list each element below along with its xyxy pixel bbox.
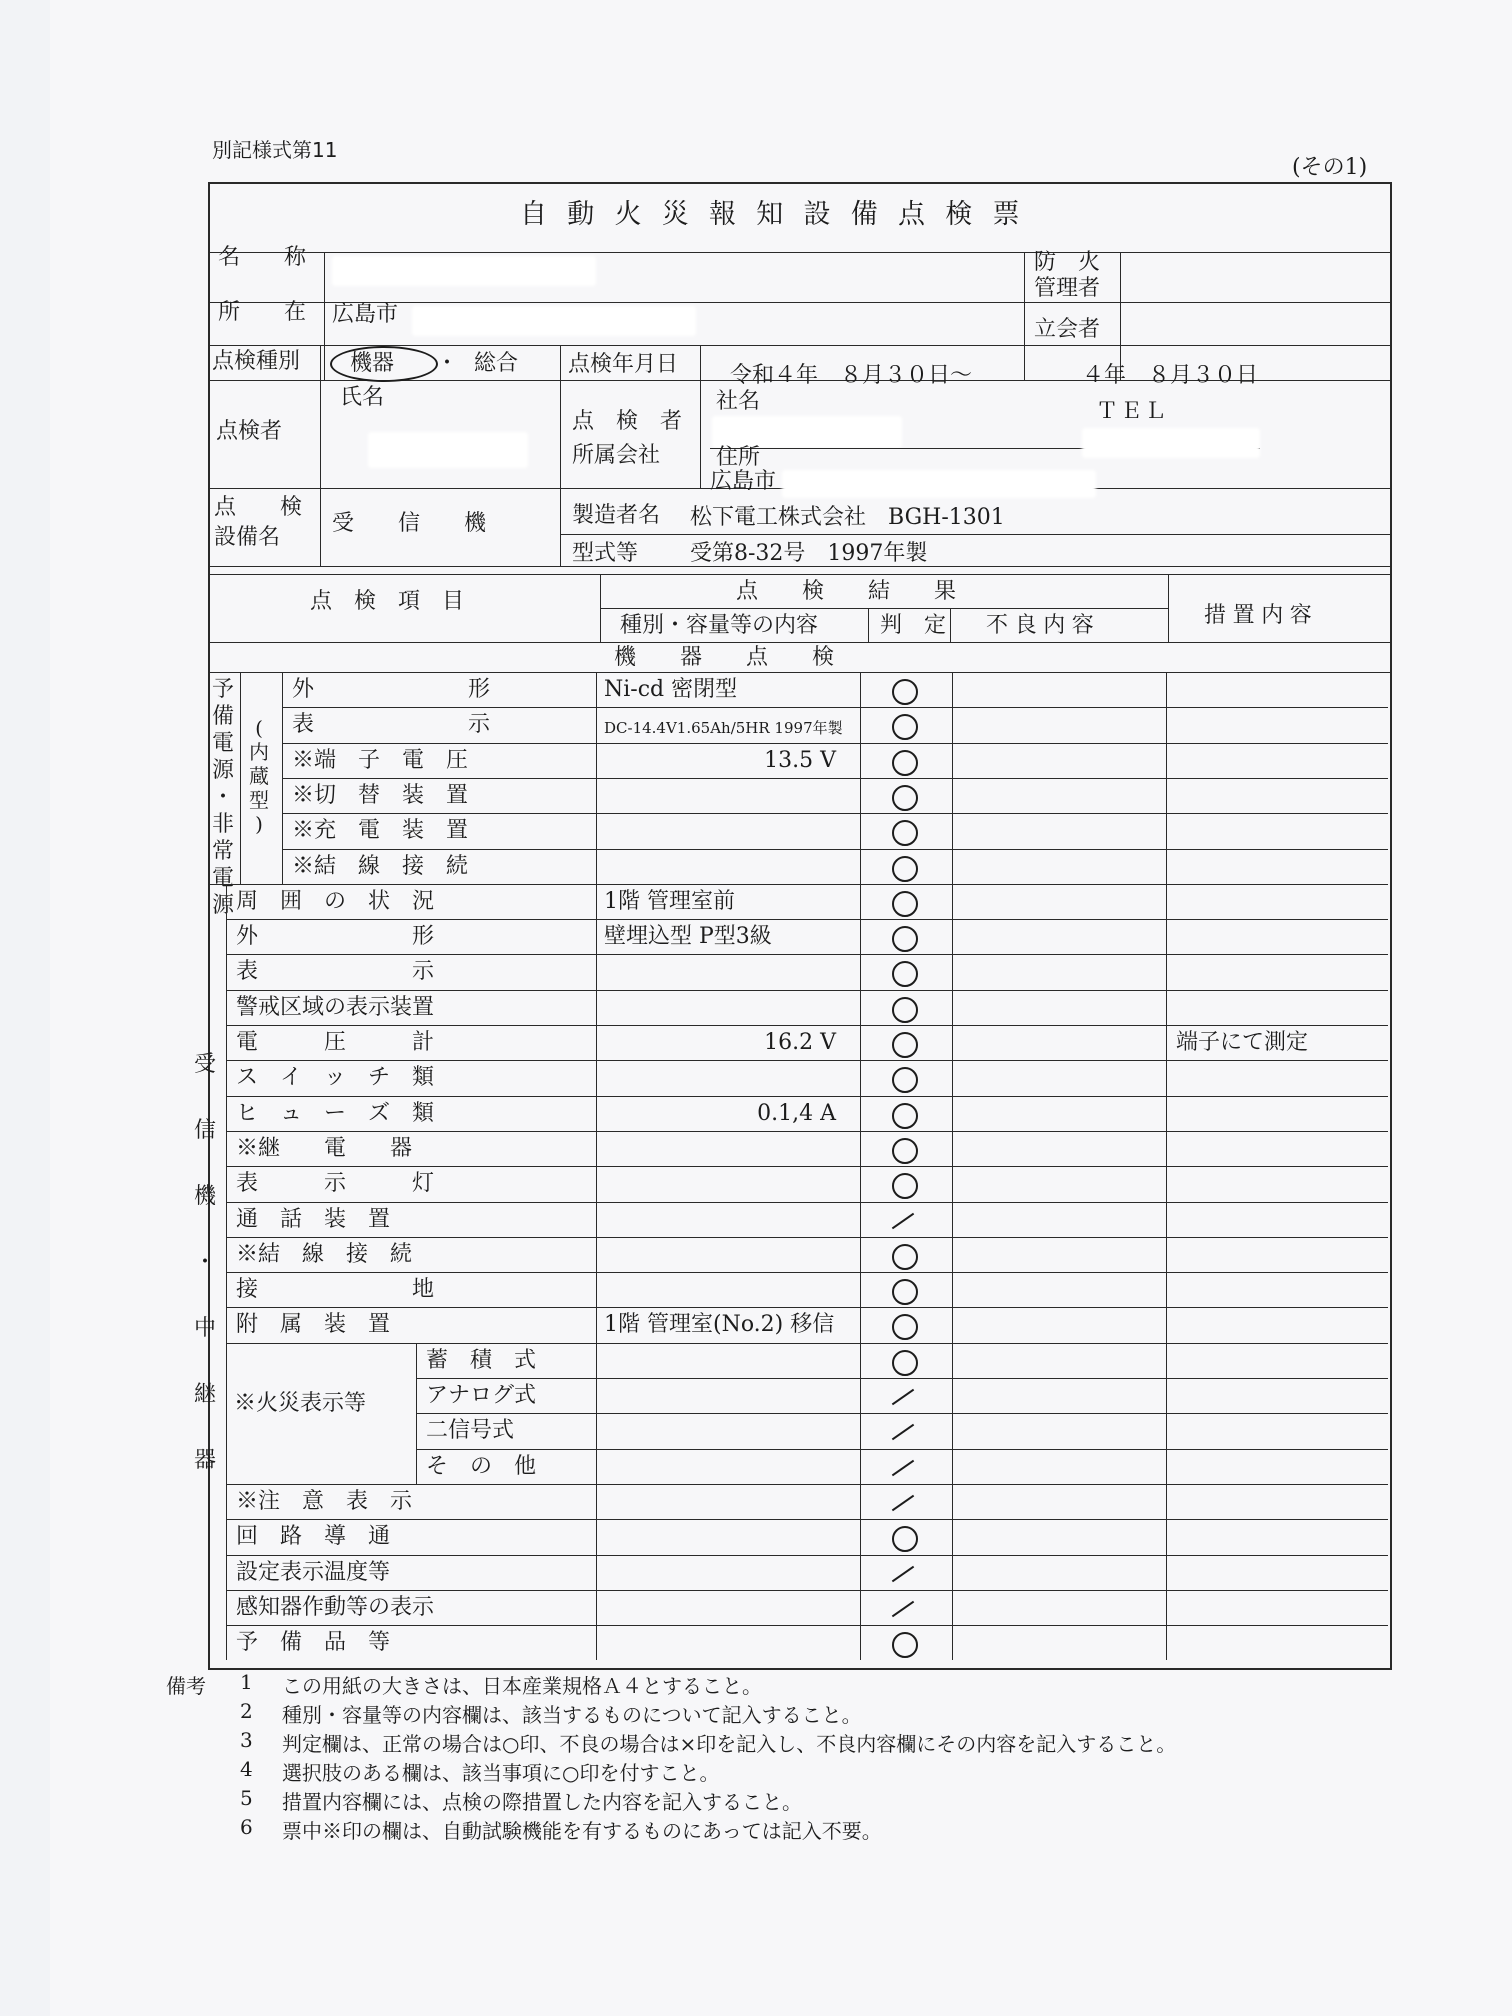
grid-line bbox=[226, 1237, 1388, 1238]
row-item-label: ※充 電 装 置 bbox=[292, 818, 469, 844]
type-overall: 総合 bbox=[474, 351, 519, 376]
row-content: 16.2 V bbox=[764, 1030, 836, 1055]
maker-value: 松下電工株式会社 BGH-1301 bbox=[690, 505, 1005, 530]
grid-line bbox=[416, 1378, 1388, 1379]
row-item-label: ス イ ッ チ 類 bbox=[236, 1065, 435, 1091]
grid-line bbox=[226, 1307, 1388, 1308]
judge-ok-mark bbox=[892, 1103, 918, 1129]
row-item-label: 設定表示温度等 bbox=[236, 1559, 391, 1585]
row-item-label: 外 形 bbox=[236, 924, 435, 950]
redacted-name bbox=[332, 256, 596, 286]
grid-line bbox=[226, 884, 1388, 885]
redacted-address bbox=[782, 470, 1096, 498]
note-number: 1 bbox=[240, 1670, 253, 1694]
grid-line bbox=[226, 1202, 1388, 1203]
location-label: 所 在 bbox=[218, 300, 307, 325]
note-text: 選択肢のある欄は、該当事項に○印を付すこと。 bbox=[282, 1761, 720, 1785]
row-measure: 端子にて測定 bbox=[1176, 1030, 1309, 1055]
row-content: 1階 管理室前 bbox=[604, 888, 735, 914]
row-item-label: 回 路 導 通 bbox=[236, 1524, 391, 1550]
redacted-inspector bbox=[368, 432, 528, 468]
tel-label: ＴＥＬ bbox=[1096, 399, 1169, 424]
row-item-label: 感知器作動等の表示 bbox=[236, 1594, 435, 1620]
row-item-label: 二信号式 bbox=[426, 1418, 515, 1444]
grid-line bbox=[282, 778, 1388, 779]
row-item-label: 周 囲 の 状 況 bbox=[236, 888, 435, 914]
judge-ok-mark bbox=[892, 1350, 918, 1376]
form-number: 別記様式第11 bbox=[212, 138, 338, 162]
grid-line bbox=[226, 1590, 1388, 1591]
judge-ok-mark bbox=[892, 926, 918, 952]
row-content: 13.5 V bbox=[764, 747, 836, 773]
note-text: 措置内容欄には、点検の際措置した内容を記入すること。 bbox=[282, 1790, 802, 1814]
grid-line bbox=[226, 1060, 1388, 1061]
note-text: 票中※印の欄は、自動試験機能を有するものにあっては記入不要。 bbox=[282, 1819, 882, 1843]
date-value: 令和４年 ８月３０日〜 ４年 ８月３０日 bbox=[730, 363, 1259, 388]
header-section: 機 器 点 検 bbox=[614, 645, 835, 670]
date-label: 点検年月日 bbox=[568, 352, 679, 377]
row-item-label: 電 圧 計 bbox=[236, 1030, 435, 1055]
grid-line bbox=[416, 1343, 1388, 1344]
fire-display-label: ※火災表示等 bbox=[234, 1391, 367, 1416]
redacted-tel bbox=[1082, 428, 1260, 458]
note-number: 5 bbox=[240, 1786, 253, 1810]
redacted-company bbox=[712, 416, 902, 448]
form-title: 自動火災報知設備点検票 bbox=[520, 199, 1040, 230]
group-sub-label: ( 内 蔵 型 ) bbox=[249, 716, 269, 836]
grid-line bbox=[226, 1131, 1388, 1132]
grid-line bbox=[282, 707, 1388, 708]
row-item-label: 附 属 装 置 bbox=[236, 1312, 391, 1338]
judge-ok-mark bbox=[892, 820, 918, 846]
header-judge: 判 定 bbox=[880, 613, 947, 638]
row-content: 1階 管理室(No.2) 移信 bbox=[604, 1312, 835, 1338]
device-label-2: 設備名 bbox=[214, 525, 281, 550]
company-label-1: 点 検 者 bbox=[572, 409, 683, 434]
row-item-label: ※継 電 器 bbox=[236, 1135, 413, 1161]
header-measure: 措置内容 bbox=[1204, 603, 1319, 628]
company-name-label: 社名 bbox=[716, 389, 761, 414]
address-label: 住所 bbox=[716, 445, 761, 470]
fire-manager-label-1: 防 火 bbox=[1034, 250, 1101, 275]
row-content: DC-14.4V1.65Ah/5HR 1997年製 bbox=[604, 719, 843, 738]
judge-ok-mark bbox=[892, 856, 918, 882]
judge-ok-mark bbox=[892, 1138, 918, 1164]
redacted-location bbox=[412, 306, 696, 336]
inspector-name-label: 氏名 bbox=[340, 385, 385, 410]
group-label-receiver: 受 信 機 ・ 中 継 器 bbox=[193, 1052, 216, 1473]
note-number: 3 bbox=[240, 1728, 253, 1752]
company-label-2: 所属会社 bbox=[572, 443, 661, 468]
grid-line bbox=[416, 1449, 1388, 1450]
judge-ok-mark bbox=[892, 750, 918, 776]
grid-line bbox=[226, 1555, 1388, 1556]
grid-line bbox=[416, 1413, 1388, 1414]
model-label: 型式等 bbox=[572, 541, 639, 566]
row-item-label: ※結 線 接 続 bbox=[292, 853, 469, 879]
grid-line bbox=[282, 743, 1388, 744]
grid-line bbox=[226, 990, 1388, 991]
name-label: 名 称 bbox=[218, 245, 307, 270]
judge-ok-mark bbox=[892, 1632, 918, 1658]
witness-label: 立会者 bbox=[1034, 317, 1101, 342]
page-indicator: (その1) bbox=[1292, 155, 1368, 180]
row-content: Ni-cd 密閉型 bbox=[604, 677, 738, 702]
row-content: 0.1,4 A bbox=[757, 1100, 836, 1126]
row-content: 壁埋込型 P型3級 bbox=[604, 924, 772, 950]
device-label-1: 点 検 bbox=[214, 495, 303, 520]
note-number: 6 bbox=[240, 1815, 253, 1839]
note-number: 2 bbox=[240, 1699, 253, 1723]
judge-ok-mark bbox=[892, 1526, 918, 1552]
header-defect: 不良内容 bbox=[986, 613, 1101, 638]
note-number: 4 bbox=[240, 1757, 253, 1781]
row-item-label: そ の 他 bbox=[426, 1453, 537, 1479]
judge-ok-mark bbox=[892, 997, 918, 1023]
header-content: 種別・容量等の内容 bbox=[620, 613, 819, 638]
row-item-label: 表 示 bbox=[236, 959, 435, 985]
judge-ok-mark bbox=[892, 1279, 918, 1305]
inspector-label: 点検者 bbox=[216, 419, 283, 444]
grid-line bbox=[226, 1484, 416, 1485]
judge-ok-mark bbox=[892, 1173, 918, 1199]
notes-label: 備考 bbox=[166, 1674, 206, 1698]
type-dot: ・ bbox=[436, 351, 459, 376]
grid-line bbox=[226, 1519, 1388, 1520]
row-item-label: ※切 替 装 置 bbox=[292, 782, 469, 808]
maker-label: 製造者名 bbox=[572, 503, 661, 528]
grid-line bbox=[226, 1025, 1388, 1026]
judge-ok-mark bbox=[892, 785, 918, 811]
judge-ok-mark bbox=[892, 1244, 918, 1270]
note-text: 種別・容量等の内容欄は、該当するものについて記入すること。 bbox=[282, 1703, 862, 1727]
judge-ok-mark bbox=[892, 679, 918, 705]
row-item-label: 表 示 灯 bbox=[236, 1171, 435, 1197]
address-value: 広島市 bbox=[710, 469, 777, 494]
note-text: この用紙の大きさは、日本産業規格Ａ４とすること。 bbox=[282, 1674, 762, 1698]
row-item-label: アナログ式 bbox=[426, 1383, 537, 1408]
header-result: 点 検 結 果 bbox=[736, 579, 957, 604]
inspection-type-label: 点検種別 bbox=[212, 349, 301, 374]
judge-ok-mark bbox=[892, 891, 918, 917]
type-equipment: 機器 bbox=[350, 351, 395, 376]
fire-manager-label-2: 管理者 bbox=[1034, 276, 1101, 301]
row-item-label: 予 備 品 等 bbox=[236, 1630, 391, 1656]
row-item-label: 接 地 bbox=[236, 1277, 435, 1303]
grid-line bbox=[226, 1272, 1388, 1273]
location-value: 広島市 bbox=[332, 302, 399, 327]
grid-line bbox=[282, 813, 1388, 814]
row-item-label: ※端 子 電 圧 bbox=[292, 747, 469, 773]
header-item: 点 検 項 目 bbox=[310, 589, 465, 614]
grid-line bbox=[226, 1625, 1388, 1626]
group-label-power: 予 備 電 源 ・ 非 常 電 源 bbox=[211, 677, 234, 918]
row-item-label: ※結 線 接 続 bbox=[236, 1241, 413, 1267]
note-text: 判定欄は、正常の場合は○印、不良の場合は×印を記入し、不良内容欄にその内容を記入すること。 bbox=[282, 1732, 1177, 1756]
grid-line bbox=[226, 1166, 1388, 1167]
grid-line bbox=[240, 672, 241, 884]
grid-line bbox=[226, 954, 1388, 955]
device-value: 受 信 機 bbox=[332, 511, 487, 536]
grid-line bbox=[226, 1096, 1388, 1097]
row-item-label: 外 形 bbox=[292, 677, 491, 702]
row-item-label: ヒ ュ ー ズ 類 bbox=[236, 1100, 435, 1126]
row-item-label: 蓄 積 式 bbox=[426, 1347, 537, 1373]
grid-line bbox=[226, 919, 1388, 920]
judge-ok-mark bbox=[892, 1032, 918, 1058]
grid-line bbox=[282, 849, 1388, 850]
row-item-label: 警戒区域の表示装置 bbox=[236, 994, 435, 1020]
grid-line bbox=[226, 1343, 416, 1344]
row-item-label: 通 話 装 置 bbox=[236, 1206, 391, 1232]
row-item-label: 表 示 bbox=[292, 712, 491, 738]
row-item-label: ※注 意 表 示 bbox=[236, 1488, 413, 1514]
model-value: 受第8-32号 1997年製 bbox=[690, 541, 928, 566]
